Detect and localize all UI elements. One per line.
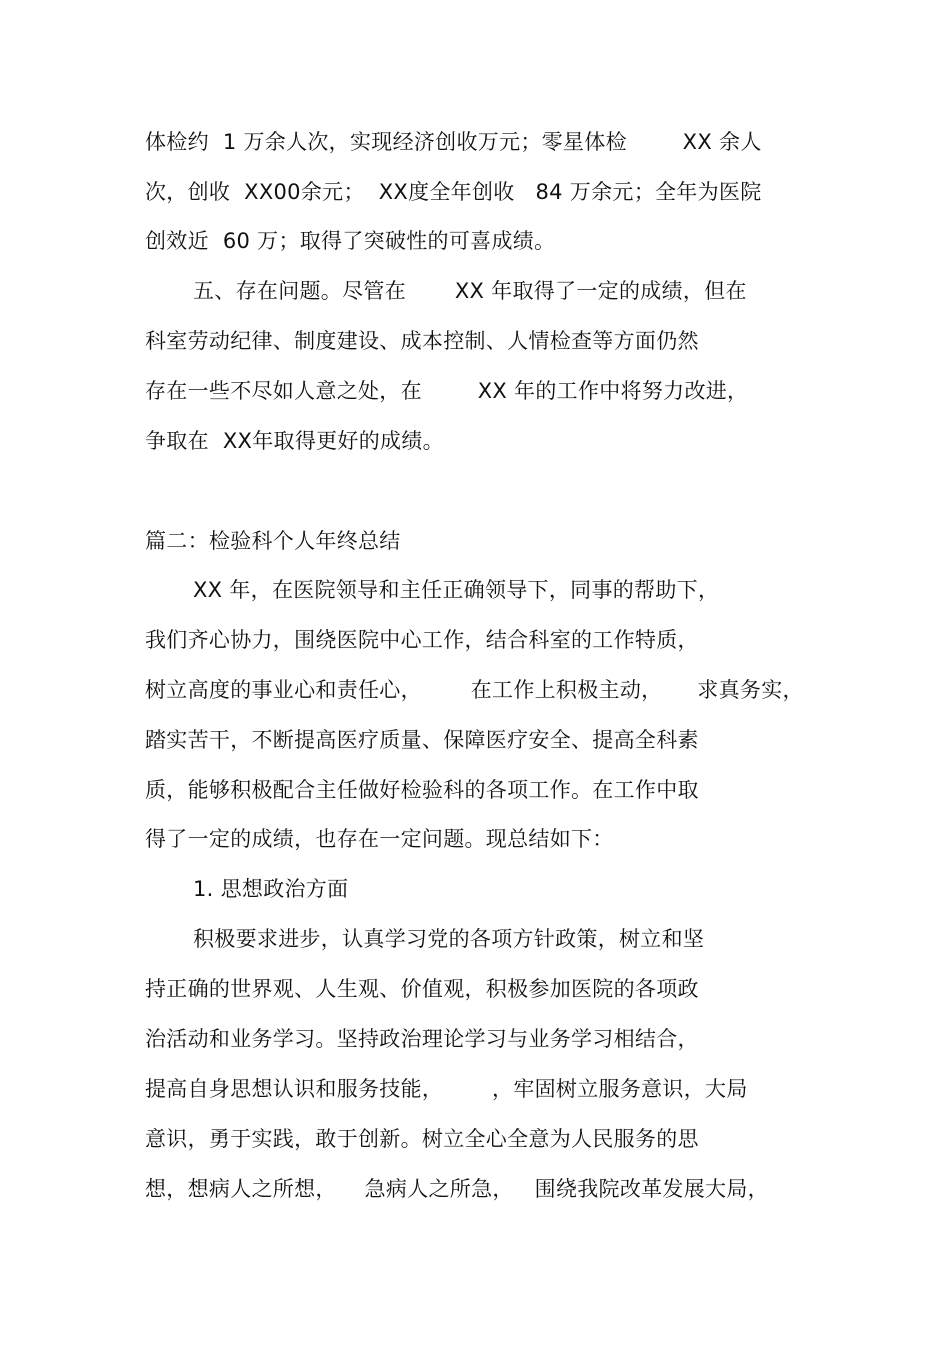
paragraph-start-line: XX 年，在医院领导和主任正确领导下，同事的帮助下， bbox=[193, 578, 720, 602]
text-line: 持正确的世界观、人生观、价值观，积极参加医院的各项政 bbox=[145, 977, 699, 1001]
text-line: 争取在 XX年取得更好的成绩。 bbox=[145, 429, 444, 453]
text-line: 存在一些不尽如人意之处，在 XX 年的工作中将努力改进， bbox=[145, 379, 749, 403]
section-heading: 篇二：检验科个人年终总结 bbox=[145, 529, 401, 553]
subsection-heading: 1. 思想政治方面 bbox=[193, 877, 349, 901]
text-line: 意识，勇于实践，敢于创新。树立全心全意为人民服务的思 bbox=[145, 1127, 699, 1151]
text-line: 体检约 1 万余人次，实现经济创收万元；零星体检 XX 余人 bbox=[145, 130, 762, 154]
text-line: 树立高度的事业心和责任心， 在工作上积极主动， 求真务实， bbox=[145, 678, 804, 702]
text-line: 想，想病人之所想， 急病人之所急， 围绕我院改革发展大局， bbox=[145, 1177, 769, 1201]
text-line: 我们齐心协力，围绕医院中心工作，结合科室的工作特质， bbox=[145, 628, 699, 652]
text-line: 得了一定的成绩，也存在一定问题。现总结如下： bbox=[145, 827, 614, 851]
paragraph-start-line: 五、存在问题。尽管在 XX 年取得了一定的成绩，但在 bbox=[193, 279, 747, 303]
paragraph-start-line: 积极要求进步，认真学习党的各项方针政策，树立和坚 bbox=[193, 927, 705, 951]
text-line: 科室劳动纪律、制度建设、成本控制、人情检查等方面仍然 bbox=[145, 329, 699, 353]
text-line: 创效近 60 万；取得了突破性的可喜成绩。 bbox=[145, 229, 556, 253]
text-line: 踏实苦干，不断提高医疗质量、保障医疗安全、提高全科素 bbox=[145, 728, 699, 752]
text-line: 提高自身思想认识和服务技能， ，牢固树立服务意识，大局 bbox=[145, 1077, 748, 1101]
text-line: 质，能够积极配合主任做好检验科的各项工作。在工作中取 bbox=[145, 778, 699, 802]
text-line: 治活动和业务学习。坚持政治理论学习与业务学习相结合， bbox=[145, 1027, 699, 1051]
text-line: 次，创收 XX00余元； XX度全年创收 84 万余元；全年为医院 bbox=[145, 180, 762, 204]
